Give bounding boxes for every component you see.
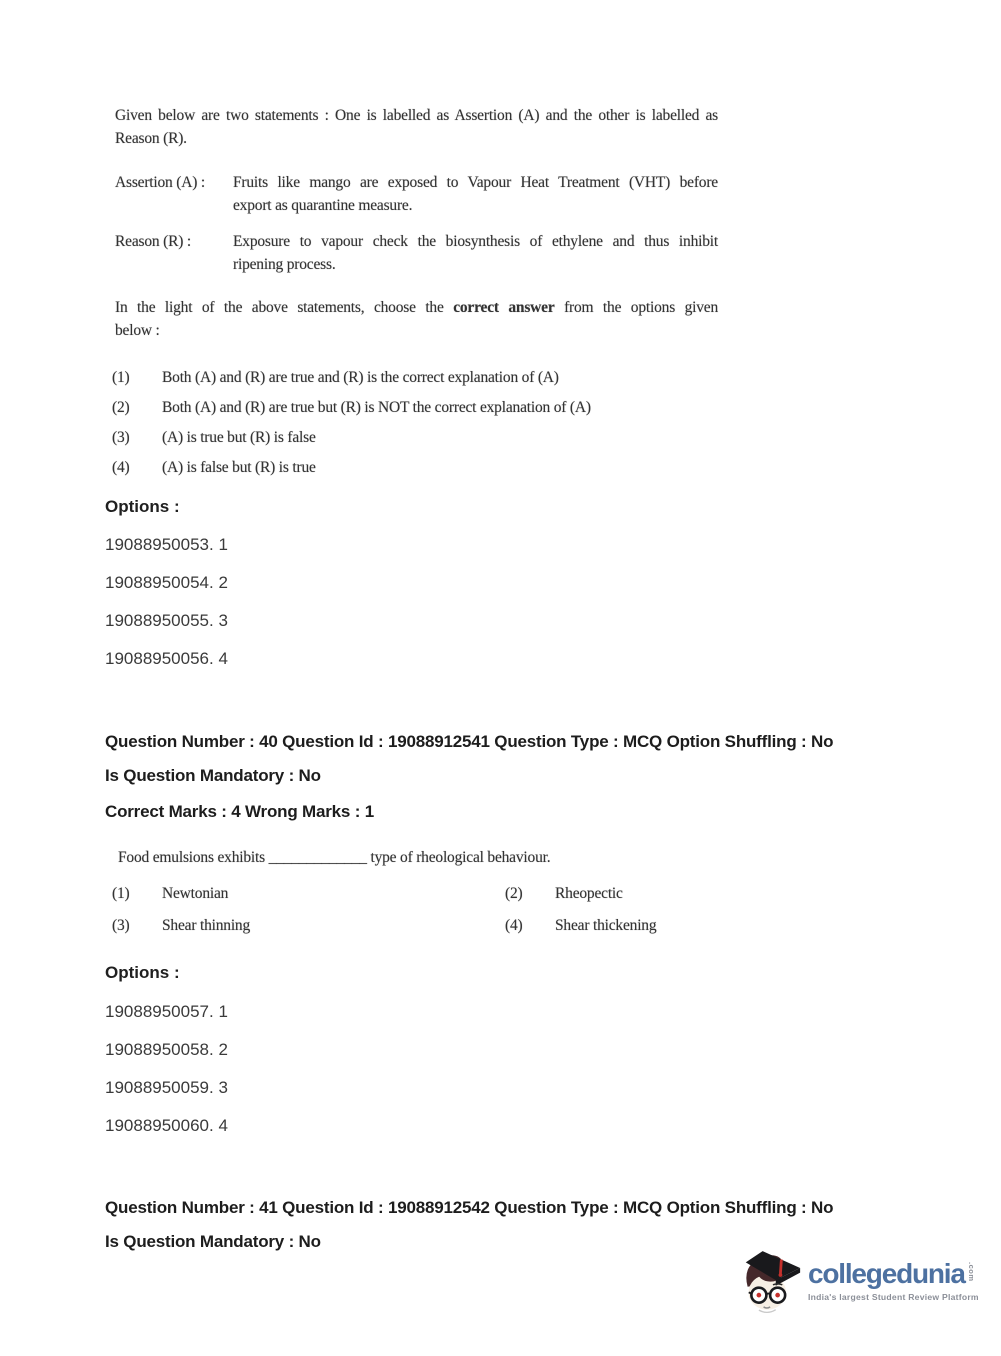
assertion-choice-list bbox=[112, 366, 722, 486]
question-intro-line-2: Reason (R). bbox=[115, 130, 187, 147]
closing-bold: correct answer bbox=[453, 299, 555, 316]
choice-row bbox=[505, 882, 732, 905]
option-id: 19088950053. 1 bbox=[105, 535, 228, 554]
option-id: 19088950055. 3 bbox=[105, 611, 228, 630]
logo-tagline: India's largest Student Review Platform bbox=[808, 1292, 979, 1302]
option-id: 19088950056. 4 bbox=[105, 649, 228, 668]
choice-text: (A) is true but (R) is false bbox=[162, 429, 316, 446]
question-40-text: Food emulsions exhibits _____________ type of rheological behaviour. bbox=[118, 849, 551, 866]
closing-instruction-line-1 bbox=[115, 296, 718, 319]
logo-domain-text: .com bbox=[966, 1262, 976, 1282]
option-id-list bbox=[105, 534, 228, 686]
choice-number: (2) bbox=[505, 885, 523, 902]
reason-text-line-2: ripening process. bbox=[233, 256, 336, 273]
option-id-list bbox=[105, 1001, 228, 1153]
choice-row bbox=[505, 914, 732, 937]
choice-row bbox=[112, 396, 722, 419]
question-intro bbox=[115, 104, 718, 150]
question-41-meta-line-2: Is Question Mandatory : No bbox=[105, 1232, 321, 1251]
option-id: 19088950059. 3 bbox=[105, 1078, 228, 1097]
question-40-choice-grid bbox=[112, 882, 732, 946]
choice-number: (4) bbox=[112, 459, 130, 476]
logo-brand-text: collegedunia bbox=[808, 1258, 965, 1289]
logo-text bbox=[808, 1247, 979, 1302]
options-label: Options : bbox=[105, 497, 180, 516]
assertion-text-line-2: export as quarantine measure. bbox=[233, 197, 413, 214]
choice-text: Newtonian bbox=[162, 885, 229, 902]
reason-text bbox=[233, 230, 718, 276]
reason-text-line-1: Exposure to vapour check the biosynthesis of ethylene and thus inhibit bbox=[233, 233, 718, 250]
choice-text: Both (A) and (R) are true but (R) is NOT the correct explanation of (A) bbox=[162, 399, 591, 416]
option-id: 19088950058. 2 bbox=[105, 1040, 228, 1059]
choice-text: Both (A) and (R) are true and (R) is the correct explanation of (A) bbox=[162, 369, 559, 386]
assertion-text bbox=[233, 171, 718, 217]
choice-number: (1) bbox=[112, 885, 130, 902]
options-label: Options : bbox=[105, 963, 180, 982]
choice-number: (1) bbox=[112, 369, 130, 386]
reason-row bbox=[115, 230, 718, 276]
choice-row bbox=[112, 882, 505, 905]
question-40-meta-line-1: Question Number : 40 Question Id : 19088912541 Question Type : MCQ Option Shuffling : No bbox=[105, 732, 834, 751]
choice-text: Shear thinning bbox=[162, 917, 251, 934]
choice-number: (3) bbox=[112, 917, 130, 934]
question-40-meta-line-2: Is Question Mandatory : No bbox=[105, 766, 321, 785]
choice-text: Shear thickening bbox=[555, 917, 657, 934]
assertion-row bbox=[115, 171, 718, 217]
choice-row bbox=[112, 426, 722, 449]
closing-post: from the options given bbox=[554, 299, 719, 316]
question-40-meta-line-3: Correct Marks : 4 Wrong Marks : 1 bbox=[105, 802, 374, 821]
option-id: 19088950054. 2 bbox=[105, 573, 228, 592]
assertion-label: Assertion (A) : bbox=[115, 174, 205, 191]
closing-instruction bbox=[115, 296, 718, 342]
collegedunia-logo[interactable] bbox=[742, 1247, 979, 1317]
collegedunia-mascot-icon bbox=[742, 1247, 802, 1317]
option-id: 19088950057. 1 bbox=[105, 1002, 228, 1021]
question-intro-line-1: Given below are two statements : One is labelled as Assertion (A) and the other is labelled as bbox=[115, 107, 718, 124]
choice-row bbox=[112, 366, 722, 389]
choice-row bbox=[112, 914, 505, 937]
reason-label: Reason (R) : bbox=[115, 233, 191, 250]
choice-row bbox=[112, 456, 722, 479]
assertion-text-line-1: Fruits like mango are exposed to Vapour Heat Treatment (VHT) before bbox=[233, 174, 718, 191]
question-41-meta-line-1: Question Number : 41 Question Id : 19088912542 Question Type : MCQ Option Shuffling : No bbox=[105, 1198, 834, 1217]
closing-instruction-line-2: below : bbox=[115, 322, 160, 339]
logo-brand-row bbox=[808, 1259, 979, 1289]
choice-text: Rheopectic bbox=[555, 885, 623, 902]
choice-number: (2) bbox=[112, 399, 130, 416]
choice-text: (A) is false but (R) is true bbox=[162, 459, 316, 476]
choice-number: (3) bbox=[112, 429, 130, 446]
choice-number: (4) bbox=[505, 917, 523, 934]
closing-pre: In the light of the above statements, choose the bbox=[115, 299, 454, 316]
option-id: 19088950060. 4 bbox=[105, 1116, 228, 1135]
